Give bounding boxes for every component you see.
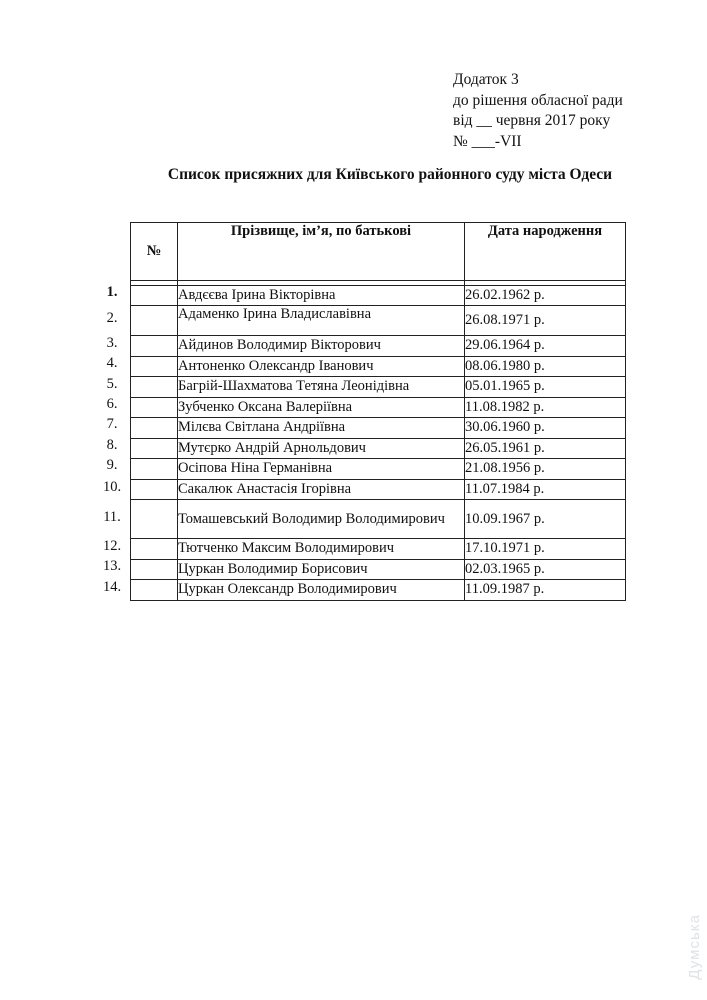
table-row (131, 356, 626, 377)
table-row (131, 418, 626, 439)
row-index: 12. (102, 538, 122, 554)
row-index: 4. (106, 355, 118, 371)
row-index: 9. (106, 457, 118, 473)
juror-birth-date: 30.06.1960 р. (465, 418, 626, 439)
appendix-number: Додаток 3 (453, 71, 519, 88)
row-index: 5. (106, 376, 118, 392)
table-header-row (131, 223, 626, 281)
row-index: 13. (102, 558, 122, 574)
juror-birth-date: 05.01.1965 р. (465, 377, 626, 398)
juror-name: Зубченко Оксана Валеріївна (178, 397, 465, 418)
decision-reference: до рішення обласної ради (453, 91, 623, 109)
row-index: 8. (106, 437, 118, 453)
juror-name: Авдєєва Ірина Вікторівна (178, 286, 465, 306)
table-row (131, 336, 626, 357)
row-index: 6. (106, 396, 118, 412)
row-index: 3. (106, 335, 118, 351)
juror-birth-date: 11.07.1984 р. (465, 479, 626, 500)
juror-name: Мутєрко Андрій Арнольдович (178, 438, 465, 459)
table-row (131, 377, 626, 398)
header-number: № (131, 223, 178, 281)
row-index: 7. (106, 416, 118, 432)
juror-birth-date: 11.08.1982 р. (465, 397, 626, 418)
table-row (131, 580, 626, 601)
juror-birth-date: 26.02.1962 р. (465, 286, 626, 306)
table-row (131, 397, 626, 418)
decision-date: від __ червня 2017 року (453, 112, 611, 129)
header-full-name: Прізвище, ім’я, по батькові (178, 223, 465, 281)
juror-birth-date: 17.10.1971 р. (465, 539, 626, 560)
juror-name: Цуркан Володимир Борисович (178, 559, 465, 580)
table-row (131, 539, 626, 560)
juror-name: Мілєва Світлана Андріївна (178, 418, 465, 439)
decision-number: № ___-VII (453, 132, 522, 150)
table-row (131, 500, 626, 539)
juror-birth-date: 26.05.1961 р. (465, 438, 626, 459)
row-index: 14. (102, 579, 122, 595)
table-row (131, 459, 626, 480)
juror-birth-date: 10.09.1967 р. (465, 500, 626, 539)
juror-name: Сакалюк Анастасія Ігорівна (178, 479, 465, 500)
table-row (131, 286, 626, 306)
juror-birth-date: 21.08.1956 р. (465, 459, 626, 480)
juror-name: Осіпова Ніна Германівна (178, 459, 465, 480)
juror-birth-date: 26.08.1971 р. (465, 306, 626, 336)
table-row (131, 306, 626, 336)
table-row (131, 559, 626, 580)
juror-name: Айдинов Володимир Вікторович (178, 336, 465, 357)
juror-name: Томашевський Володимир Володимирович (178, 500, 465, 539)
jurors-table (130, 222, 626, 601)
row-index: 1. (106, 284, 118, 300)
juror-birth-date: 11.09.1987 р. (465, 580, 626, 601)
juror-birth-date: 02.03.1965 р. (465, 559, 626, 580)
document-title: Список присяжних для Київського районного суду міста Одеси (167, 166, 613, 183)
juror-name: Адаменко Ірина Владиславівна (178, 306, 465, 336)
juror-name: Тютченко Максим Володимирович (178, 539, 465, 560)
juror-birth-date: 29.06.1964 р. (465, 336, 626, 357)
juror-name: Антоненко Олександр Іванович (178, 356, 465, 377)
appendix-header (453, 70, 623, 152)
row-index: 2. (106, 310, 118, 326)
row-index: 10. (102, 479, 122, 495)
watermark: Думська (686, 914, 703, 980)
header-birth-date: Дата народження (465, 223, 626, 281)
juror-birth-date: 08.06.1980 р. (465, 356, 626, 377)
juror-name: Цуркан Олександр Володимирович (178, 580, 465, 601)
table-row (131, 479, 626, 500)
row-index: 11. (103, 509, 121, 525)
juror-name: Багрій-Шахматова Тетяна Леонідівна (178, 377, 465, 398)
table-row (131, 438, 626, 459)
